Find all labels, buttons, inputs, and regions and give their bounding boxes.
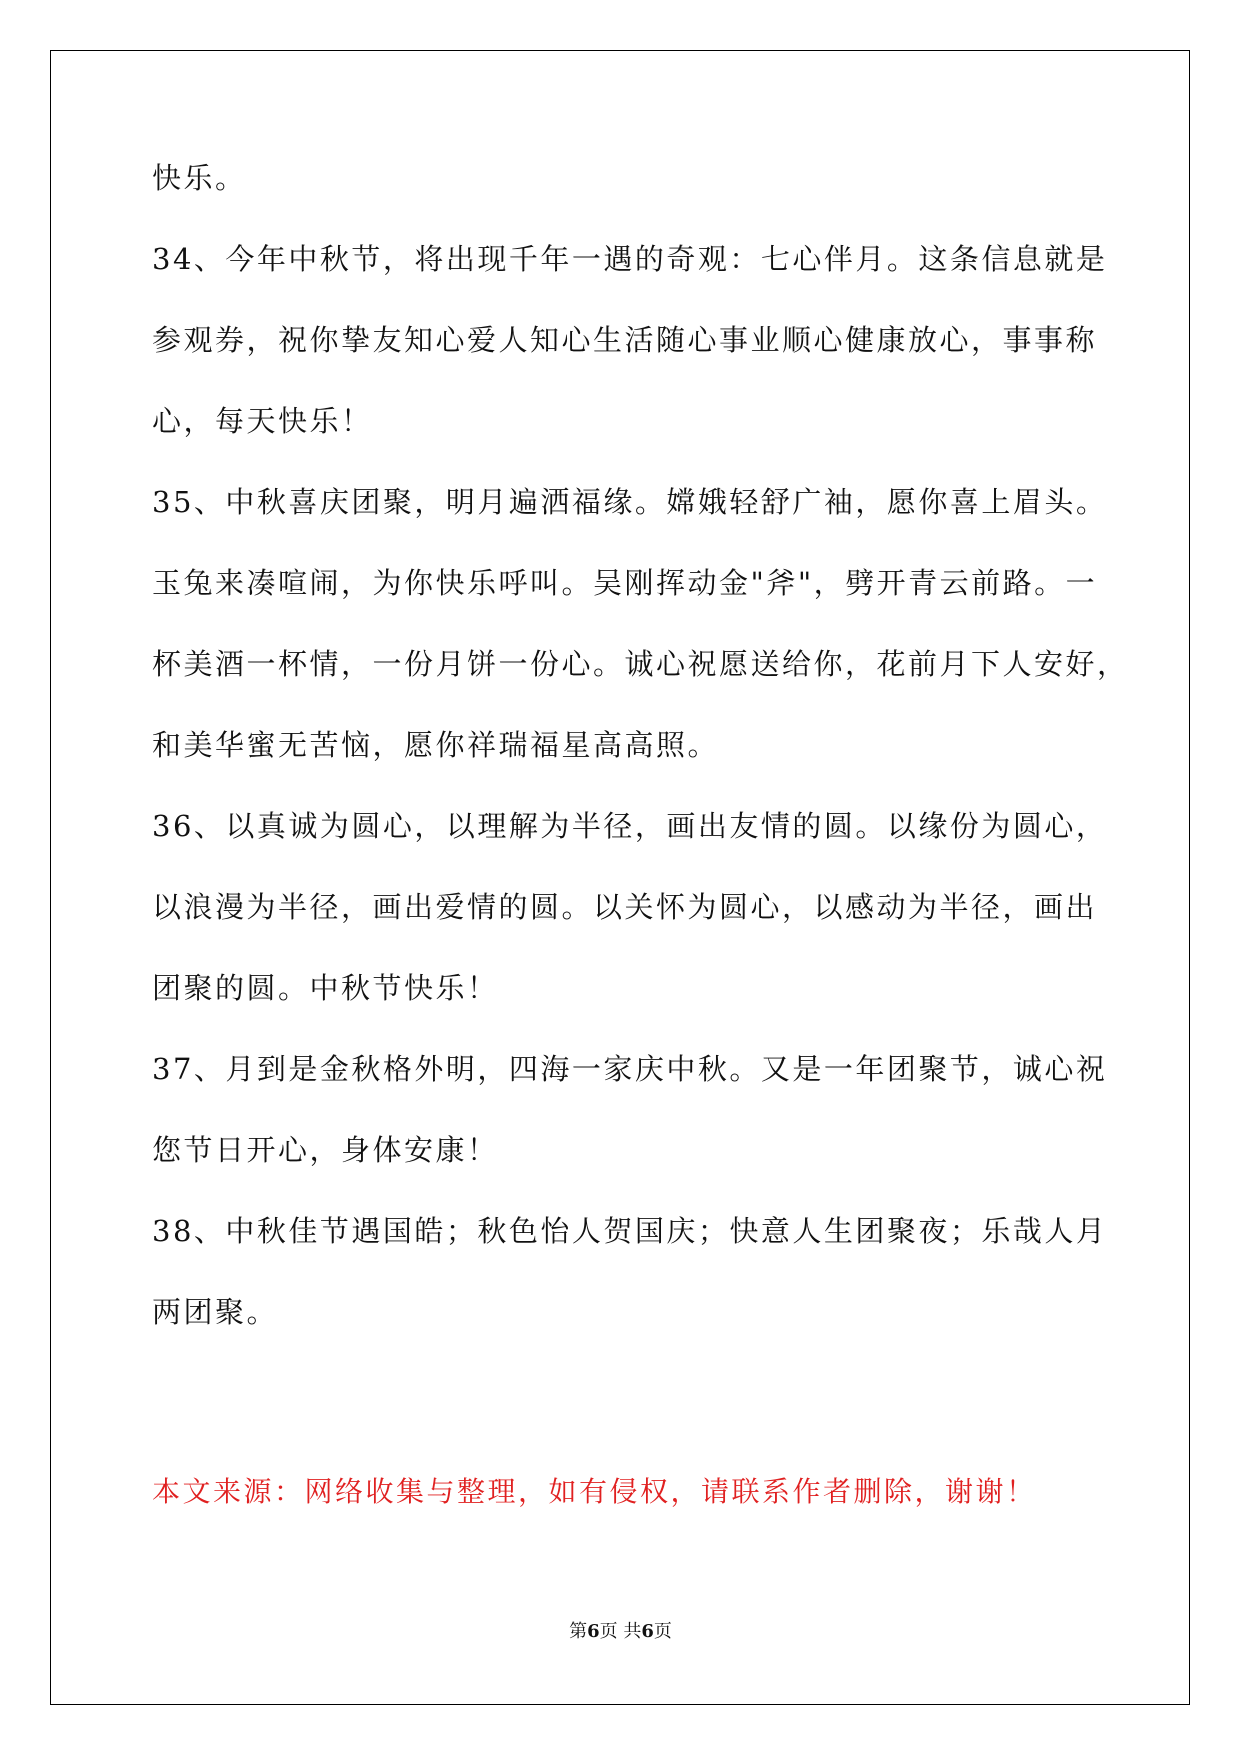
footer-prefix: 第 [569,1621,588,1642]
source-note: 本文来源：网络收集与整理，如有侵权，请联系作者删除，谢谢！ [152,1475,1037,1508]
current-page-number: 6 [587,1621,600,1642]
document-body [152,160,1129,1375]
text-line: 38、中秋佳节遇国皓；秋色怡人贺国庆；快意人生团聚夜；乐哉人月 [152,1214,1108,1248]
footer-suffix: 页 [653,1621,672,1642]
text-line: 心，每天快乐！ [152,404,373,438]
footer-middle: 页 共 [599,1621,642,1642]
text-line: 两团聚。 [152,1295,279,1329]
text-line: 34、今年中秋节，将出现千年一遇的奇观：七心伴月。这条信息就是 [152,242,1108,276]
text-line: 36、以真诚为圆心，以理解为半径，画出友情的圆。以缘份为圆心， [152,809,1108,843]
text-line: 和美华蜜无苦恼，愿你祥瑞福星高高照。 [152,728,720,762]
text-line: 杯美酒一杯情，一份月饼一份心。诚心祝愿送给你，花前月下人安好， [152,647,1129,681]
page-footer [0,1617,1241,1643]
text-line: 参观券，祝你挚友知心爱人知心生活随心事业顺心健康放心，事事称 [152,323,1098,357]
text-line: 37、月到是金秋格外明，四海一家庆中秋。又是一年团聚节，诚心祝 [152,1052,1108,1086]
text-line: 您节日开心，身体安康！ [152,1133,499,1167]
total-page-number: 6 [641,1621,654,1642]
text-line: 快乐。 [152,161,247,195]
text-line: 以浪漫为半径，画出爱情的圆。以关怀为圆心，以感动为半径，画出 [152,890,1098,924]
text-line: 团聚的圆。中秋节快乐！ [152,971,499,1005]
text-line: 35、中秋喜庆团聚，明月遍洒福缘。嫦娥轻舒广袖，愿你喜上眉头。 [152,485,1108,519]
text-line: 玉兔来凑喧闹，为你快乐呼叫。吴刚挥动金"斧"，劈开青云前路。一 [152,566,1098,600]
